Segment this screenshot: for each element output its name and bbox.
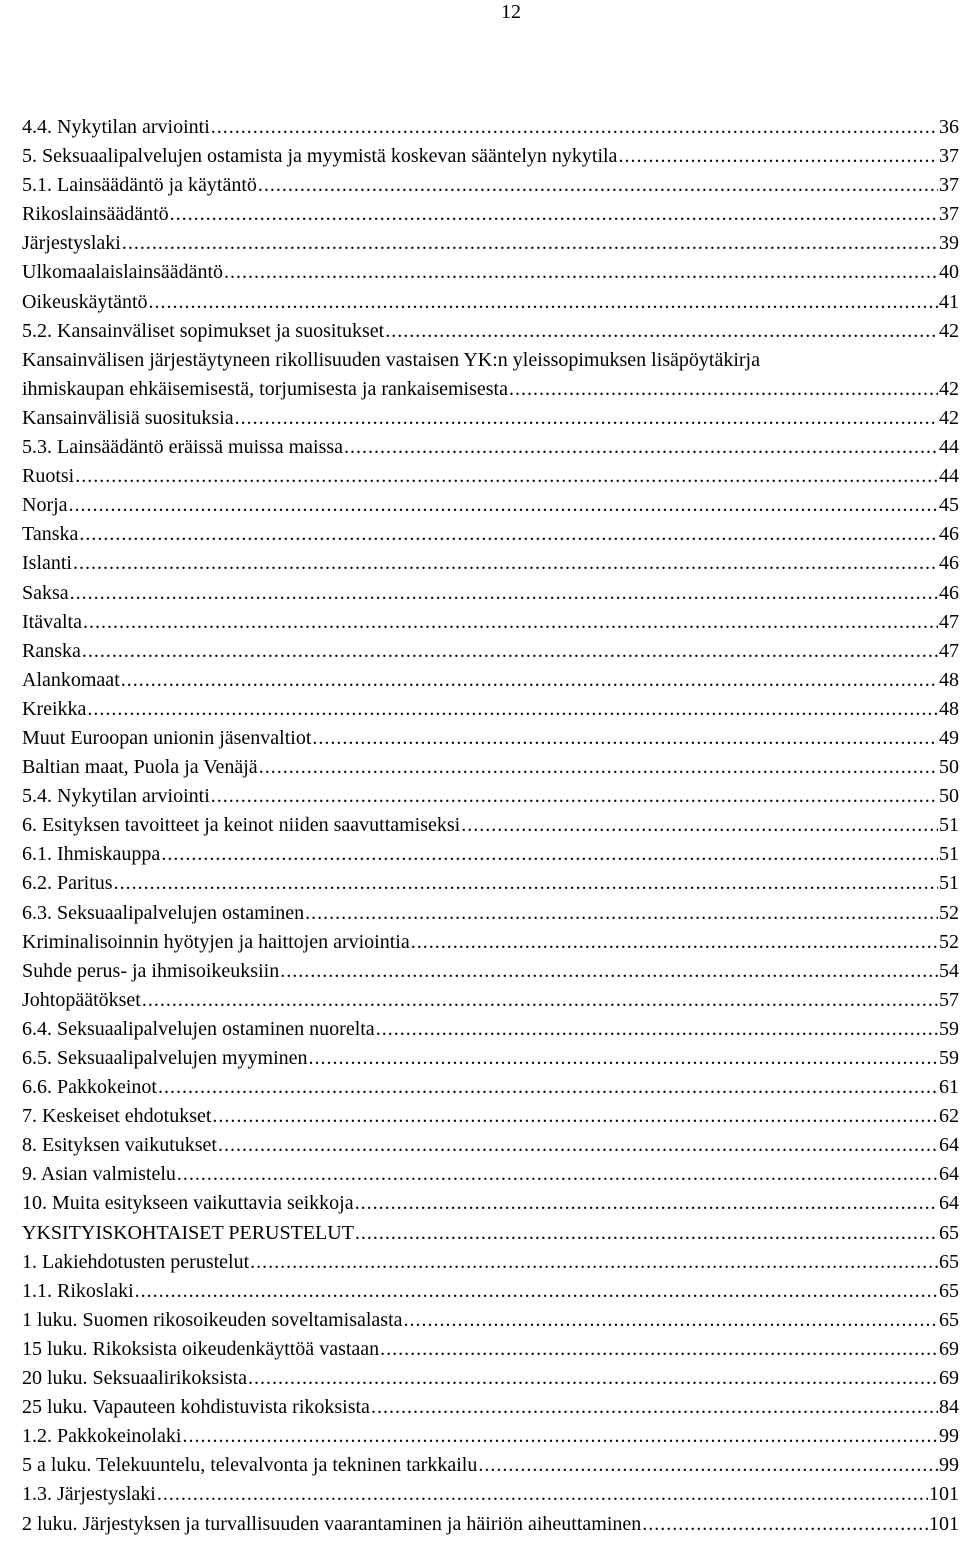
- toc-entry-title: Kreikka: [22, 697, 87, 720]
- toc-entry-title: 15 luku. Rikoksista oikeudenkäyttöä vastaan: [22, 1337, 380, 1360]
- dot-leader: [149, 288, 938, 317]
- dot-leader: [344, 433, 938, 462]
- dot-leader: [380, 1335, 938, 1364]
- toc-entry[interactable]: [22, 171, 959, 200]
- toc-entry-title: Johtopäätökset: [22, 988, 141, 1011]
- toc-entry-title: Ranska: [22, 639, 81, 662]
- dot-leader: [75, 462, 938, 491]
- toc-entry-page: 48: [939, 697, 959, 720]
- toc-entry[interactable]: [22, 200, 959, 229]
- dot-leader: [158, 1073, 938, 1102]
- toc-entry[interactable]: [22, 229, 959, 258]
- toc-entry[interactable]: [22, 899, 959, 928]
- toc-entry[interactable]: [22, 1015, 959, 1044]
- toc-entry-page: 57: [939, 988, 959, 1011]
- dot-leader: [82, 637, 938, 666]
- toc-entry-title: Järjestyslaki: [22, 232, 121, 255]
- toc-entry[interactable]: [22, 1102, 959, 1131]
- toc-entry-title: Norja: [22, 494, 68, 517]
- toc-entry-title: 6.1. Ihmiskauppa: [22, 843, 161, 866]
- toc-entry[interactable]: [22, 1131, 959, 1160]
- dot-leader: [182, 1422, 938, 1451]
- toc-entry-title: Oikeuskäytäntö: [22, 290, 148, 313]
- toc-entry-page: 51: [939, 843, 959, 866]
- toc-entry-title: 7. Keskeiset ehdotukset: [22, 1105, 212, 1128]
- toc-entry[interactable]: [22, 986, 959, 1015]
- toc-entry-title: 6.5. Seksuaalipalvelujen myyminen: [22, 1047, 308, 1069]
- toc-entry-title: 1 luku. Suomen rikosoikeuden soveltamisalasta: [22, 1308, 403, 1331]
- toc-entry-page: 64: [939, 1192, 959, 1215]
- dot-leader: [79, 520, 938, 549]
- toc-entry-title: 5.4. Nykytilan arviointi: [22, 785, 210, 808]
- toc-entry[interactable]: [22, 695, 959, 724]
- dot-leader: [70, 579, 938, 608]
- toc-entry-page: 50: [939, 785, 959, 808]
- toc-entry-page: 62: [939, 1105, 959, 1128]
- dot-leader: [509, 375, 938, 404]
- toc-entry-title: YKSITYISKOHTAISET PERUSTELUT: [22, 1221, 354, 1244]
- toc-entry-page: 37: [939, 203, 959, 226]
- dot-leader: [355, 1219, 938, 1248]
- toc-entry-title: 6.2. Paritus: [22, 872, 113, 895]
- dot-leader: [461, 811, 938, 840]
- toc-entry-page: 47: [939, 639, 959, 662]
- toc-entry-page: 46: [939, 523, 959, 546]
- toc-entry-title: Tanska: [22, 523, 79, 546]
- toc-entry[interactable]: [22, 928, 959, 957]
- toc-entry[interactable]: [22, 957, 959, 986]
- toc-entry-page: 41: [939, 290, 959, 313]
- toc-entry-title: 2 luku. Järjestyksen ja turvallisuuden vaarantaminen ja häiriön aiheuttaminen: [22, 1512, 642, 1535]
- toc-entry[interactable]: [22, 520, 959, 549]
- dot-leader: [177, 1160, 938, 1189]
- toc-entry[interactable]: [22, 782, 959, 811]
- toc-entry[interactable]: [22, 113, 959, 142]
- toc-entry[interactable]: [22, 1219, 959, 1248]
- toc-entry-page: 42: [939, 377, 959, 400]
- toc-entry[interactable]: [22, 1277, 959, 1306]
- toc-entry-title: 9. Asian valmistelu: [22, 1163, 176, 1186]
- toc-entry-title: 6.3. Seksuaalipalvelujen ostaminen: [22, 901, 305, 924]
- toc-entry-title: Kansainvälisiä suosituksia: [22, 406, 234, 429]
- toc-entry-page: 46: [939, 581, 959, 604]
- toc-entry-title: 5 a luku. Telekuuntelu, televalvonta ja tekninen tarkkailu: [22, 1454, 478, 1477]
- toc-entry-title: 10. Muita esitykseen vaikuttavia seikkoja: [22, 1192, 354, 1215]
- toc-entry[interactable]: [22, 433, 959, 462]
- toc-entry[interactable]: [22, 811, 959, 840]
- toc-entry-title: 1.3. Järjestyslaki: [22, 1483, 156, 1506]
- toc-entry[interactable]: [22, 1510, 959, 1539]
- toc-entry[interactable]: [22, 1393, 959, 1422]
- toc-entry[interactable]: [22, 491, 959, 520]
- toc-entry[interactable]: [22, 1335, 959, 1364]
- toc-entry-page: 44: [939, 465, 959, 488]
- toc-entry-title: Ruotsi: [22, 465, 75, 488]
- toc-entry-page: 36: [939, 116, 959, 138]
- dot-leader: [161, 840, 938, 869]
- dot-leader: [411, 928, 938, 957]
- toc-entry[interactable]: [22, 1306, 959, 1335]
- toc-entry-page: 52: [939, 901, 959, 924]
- toc-entry-page: 59: [939, 1017, 959, 1040]
- toc-entry[interactable]: [22, 549, 959, 578]
- toc-entry-title: Muut Euroopan unionin jäsenvaltiot: [22, 726, 312, 749]
- toc-entry-title: Ulkomaalaislainsäädäntö: [22, 261, 224, 284]
- dot-leader: [305, 899, 938, 928]
- toc-entry-title: 1. Lakiehdotusten perustelut: [22, 1250, 250, 1273]
- toc-entry-page: 44: [939, 436, 959, 459]
- toc-entry[interactable]: [22, 1422, 959, 1451]
- toc-entry-page: 84: [939, 1396, 959, 1419]
- toc-entry-title: 25 luku. Vapauteen kohdistuvista rikoksista: [22, 1396, 370, 1419]
- toc-entry[interactable]: [22, 608, 959, 637]
- dot-leader: [259, 753, 938, 782]
- toc-entry[interactable]: [22, 724, 959, 753]
- toc-entry-page: 69: [939, 1337, 959, 1360]
- toc-entry[interactable]: [22, 1364, 959, 1393]
- toc-entry-title: 1.2. Pakkokeinolaki: [22, 1425, 182, 1448]
- toc-entry[interactable]: [22, 375, 959, 404]
- toc-entry-page: 42: [939, 406, 959, 429]
- toc-entry-page: 52: [939, 930, 959, 953]
- dot-leader: [170, 200, 938, 229]
- toc-entry-page: 46: [939, 552, 959, 575]
- toc-entry-page: 54: [939, 959, 959, 982]
- toc-entry[interactable]: [22, 1044, 959, 1073]
- dot-leader: [218, 1131, 938, 1160]
- toc-entry[interactable]: [22, 1248, 959, 1277]
- toc-entry-page: 47: [939, 610, 959, 633]
- dot-leader: [248, 1364, 938, 1393]
- toc-entry-page: 48: [939, 668, 959, 691]
- toc-entry[interactable]: [22, 317, 959, 346]
- dot-leader: [211, 113, 938, 142]
- toc-entry-page: 40: [939, 261, 959, 284]
- toc-entry-title: 8. Esityksen vaikutukset: [22, 1134, 217, 1157]
- toc-entry[interactable]: [22, 258, 959, 287]
- toc-entry-page: 51: [939, 814, 959, 837]
- dot-leader: [371, 1393, 938, 1422]
- dot-leader: [142, 986, 938, 1015]
- dot-leader: [212, 1102, 938, 1131]
- dot-leader: [73, 549, 938, 578]
- toc-entry-title: 6.6. Pakkokeinot: [22, 1076, 157, 1099]
- toc-entry-title: Itävalta: [22, 610, 82, 633]
- toc-entry[interactable]: [22, 1160, 959, 1189]
- toc-entry-page: 65: [939, 1250, 959, 1273]
- toc-entry-title: Suhde perus- ja ihmisoikeuksiin: [22, 959, 280, 982]
- toc-entry-page: 64: [939, 1134, 959, 1157]
- toc-entry-page: 65: [939, 1279, 959, 1302]
- dot-leader: [478, 1451, 938, 1480]
- toc-entry-title: 6.4. Seksuaalipalvelujen ostaminen nuorelta: [22, 1017, 375, 1040]
- toc-entry-title: 20 luku. Seksuaalirikoksista: [22, 1367, 247, 1390]
- toc-entry-page: 37: [939, 145, 959, 168]
- toc-entry[interactable]: [22, 840, 959, 869]
- toc-entry-page: 65: [939, 1221, 959, 1244]
- toc-entry-page: 99: [939, 1425, 959, 1448]
- toc-entry[interactable]: [22, 462, 959, 491]
- dot-leader: [250, 1248, 938, 1277]
- toc-entry-page: 42: [939, 319, 959, 342]
- dot-leader: [157, 1480, 928, 1509]
- toc-entry-page: 65: [939, 1308, 959, 1331]
- dot-leader: [69, 491, 938, 520]
- toc-entry-title: 5.2. Kansainväliset sopimukset ja suositukset: [22, 319, 385, 342]
- dot-leader: [114, 869, 938, 898]
- dot-leader: [83, 608, 938, 637]
- dot-leader: [376, 1015, 938, 1044]
- dot-leader: [404, 1306, 939, 1335]
- dot-leader: [385, 317, 938, 346]
- toc-entry-page: 99: [939, 1454, 959, 1477]
- toc-entry-title: 5. Seksuaalipalvelujen ostamista ja myymistä koskevan sääntelyn nykytila: [22, 145, 618, 168]
- toc-entry[interactable]: [22, 1073, 959, 1102]
- toc-entry-page: 61: [939, 1076, 959, 1099]
- toc-entry[interactable]: [22, 288, 959, 317]
- dot-leader: [122, 229, 938, 258]
- toc-entry-page: 51: [939, 872, 959, 895]
- toc-entry[interactable]: [22, 142, 959, 171]
- dot-leader: [618, 142, 938, 171]
- dot-leader: [309, 1044, 939, 1073]
- toc-entry[interactable]: [22, 753, 959, 782]
- dot-leader: [87, 695, 938, 724]
- toc-entry-page: 64: [939, 1163, 959, 1186]
- dot-leader: [280, 957, 938, 986]
- toc-entry-title: Alankomaat: [22, 668, 120, 691]
- toc-entry[interactable]: [22, 1189, 959, 1218]
- toc-entry[interactable]: [22, 404, 959, 433]
- table-of-contents: [22, 113, 959, 1539]
- dot-leader: [258, 171, 938, 200]
- toc-entry[interactable]: [22, 1480, 959, 1509]
- toc-entry-page: 45: [939, 494, 959, 517]
- toc-entry-page: 101: [929, 1512, 959, 1535]
- toc-entry-title: 1.1. Rikoslaki: [22, 1279, 134, 1302]
- toc-entry[interactable]: [22, 637, 959, 666]
- toc-entry-page: 49: [939, 726, 959, 749]
- dot-leader: [224, 258, 938, 287]
- dot-leader: [121, 666, 938, 695]
- page-number: 12: [501, 1, 521, 23]
- dot-leader: [211, 782, 938, 811]
- toc-entry-title: Baltian maat, Puola ja Venäjä: [22, 756, 258, 779]
- toc-entry[interactable]: [22, 1451, 959, 1480]
- toc-entry-title: 5.3. Lainsäädäntö eräissä muissa maissa: [22, 436, 344, 459]
- toc-entry-page: 59: [939, 1047, 959, 1069]
- toc-entry-page: 50: [939, 756, 959, 779]
- dot-leader: [135, 1277, 938, 1306]
- toc-entry-page: 101: [929, 1483, 959, 1506]
- toc-entry-title: ihmiskaupan ehkäisemisestä, torjumisesta ja rankaisemisesta: [22, 377, 508, 400]
- dot-leader: [642, 1510, 928, 1539]
- toc-entry[interactable]: [22, 579, 959, 608]
- toc-entry-page: 37: [939, 174, 959, 197]
- toc-entry-page: 69: [939, 1367, 959, 1390]
- toc-entry-title: Islanti: [22, 552, 72, 575]
- toc-entry-title: 6. Esityksen tavoitteet ja keinot niiden saavuttamiseksi: [22, 814, 461, 837]
- toc-entry-title-line: Kansainvälisen järjestäytyneen rikollisuuden vastaisen YK:n yleissopimuksen lisäpöytäkirja: [22, 348, 760, 371]
- toc-entry-title: Kriminalisoinnin hyötyjen ja haittojen arviointia: [22, 930, 410, 953]
- dot-leader: [355, 1189, 938, 1218]
- toc-entry-page: 39: [939, 232, 959, 255]
- toc-entry[interactable]: [22, 666, 959, 695]
- toc-entry[interactable]: [22, 869, 959, 898]
- toc-entry-title: Rikoslainsäädäntö: [22, 203, 169, 226]
- dot-leader: [235, 404, 938, 433]
- dot-leader: [312, 724, 938, 753]
- toc-entry-title: 4.4. Nykytilan arviointi: [22, 116, 210, 138]
- toc-entry-title: Saksa: [22, 581, 69, 604]
- toc-entry-title: 5.1. Lainsäädäntö ja käytäntö: [22, 174, 257, 197]
